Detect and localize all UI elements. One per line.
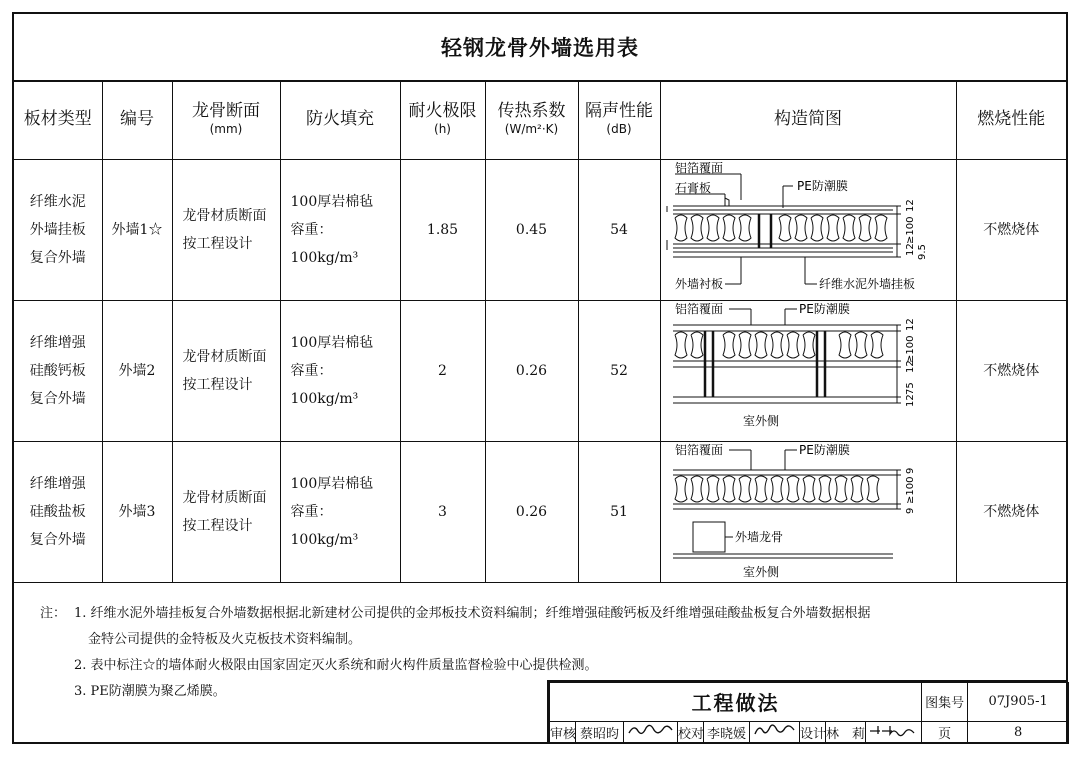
- sound-cell: 51: [578, 441, 660, 582]
- selection-table: [14, 80, 1066, 583]
- dim-label: 12: [904, 242, 916, 256]
- header-code: 编号: [102, 80, 172, 159]
- reviewer-signature: [624, 721, 678, 743]
- combustion-cell: 不燃烧体: [956, 159, 1066, 300]
- header-combustion: 燃烧性能: [956, 80, 1066, 159]
- heat-coef-cell: 0.45: [485, 159, 578, 300]
- fire-limit-cell: 1.85: [400, 159, 485, 300]
- checker-name: 李晓媛: [704, 721, 750, 743]
- fire-limit-cell: 3: [400, 441, 485, 582]
- header-sound: 隔声性能 (dB): [578, 80, 660, 159]
- header-row: [14, 80, 1066, 159]
- atlas-number: 07J905-1: [968, 683, 1069, 722]
- designer-signature: [866, 721, 922, 743]
- keel-section-cell: 龙骨材质断面 按工程设计: [172, 441, 280, 582]
- dim-label: ≥100: [904, 476, 916, 504]
- page-number: 8: [968, 721, 1069, 743]
- dim-label: 9.5: [916, 243, 928, 260]
- diagram-label: PE防潮膜: [798, 301, 850, 316]
- diagram-label: 室外侧: [742, 413, 779, 428]
- table-row: [14, 300, 1066, 441]
- sound-cell: 52: [578, 300, 660, 441]
- header-fire-fill: 防火填充: [280, 80, 400, 159]
- drawing-name: 工程做法: [550, 683, 922, 722]
- diagram-label: 石膏板: [674, 180, 711, 195]
- header-fire-limit: 耐火极限 (h): [400, 80, 485, 159]
- diagram-label: 铝箔覆面: [674, 160, 723, 175]
- wall-section-diagram: [660, 300, 956, 441]
- design-label: 设计: [800, 721, 826, 743]
- diagram-label: 外墙龙骨: [734, 529, 783, 544]
- table-row: [14, 159, 1066, 300]
- code-cell: 外墙3: [102, 441, 172, 582]
- board-type-cell: 纤维增强 硅酸盐板 复合外墙: [14, 441, 102, 582]
- wall-section-diagram: [660, 441, 956, 582]
- checker-signature: [750, 721, 800, 743]
- header-heat-coef: 传热系数 (W/m²·K): [485, 80, 578, 159]
- dim-label: ≥100: [904, 335, 916, 363]
- note-3: 3. PE防潮膜为聚乙烯膜。: [74, 684, 226, 699]
- code-cell: 外墙2: [102, 300, 172, 441]
- title-block: [547, 680, 1068, 744]
- fire-fill-cell: 100厚岩棉毡 容重：100kg/m³: [280, 300, 400, 441]
- table-title: 轻钢龙骨外墙选用表: [14, 14, 1066, 82]
- note-2: 2. 表中标注☆的墙体耐火极限由国家固定灭火系统和耐火构件质量监督检验中心提供检测。: [74, 658, 598, 673]
- designer-name: 林 莉: [826, 721, 866, 743]
- diagram-label: PE防潮膜: [798, 442, 850, 457]
- review-label: 审核: [550, 721, 576, 743]
- wall-section-diagram: [660, 159, 956, 300]
- diagram-label: PE防潮膜: [796, 178, 848, 193]
- heat-coef-cell: 0.26: [485, 441, 578, 582]
- dim-label: 12: [904, 317, 916, 331]
- board-type-cell: 纤维水泥 外墙挂板 复合外墙: [14, 159, 102, 300]
- note-1-cont: 金特公司提供的金特板及火克板技术资料编制。: [88, 632, 362, 647]
- check-label: 校对: [678, 721, 704, 743]
- fire-fill-cell: 100厚岩棉毡 容重：100kg/m³: [280, 159, 400, 300]
- dim-label: 12: [904, 198, 916, 212]
- combustion-cell: 不燃烧体: [956, 441, 1066, 582]
- atlas-label: 图集号: [922, 683, 968, 722]
- sound-cell: 54: [578, 159, 660, 300]
- dim-label: 12: [904, 393, 916, 407]
- dim-label: 9: [904, 467, 916, 474]
- diagram-label: 铝箔覆面: [674, 301, 723, 316]
- note-1: 1. 纤维水泥外墙挂板复合外墙数据根据北新建材公司提供的金邦板技术资料编制；纤维增强硅酸钙板及纤维增强硅酸盐板复合外墙数据根据: [74, 606, 871, 621]
- header-diagram: 构造简图: [660, 80, 956, 159]
- dim-label: 12: [904, 359, 916, 373]
- fire-limit-cell: 2: [400, 300, 485, 441]
- notes-prefix: 注：: [40, 606, 67, 621]
- dim-label: ≥100: [904, 216, 916, 244]
- page-label: 页: [922, 721, 968, 743]
- board-type-cell: 纤维增强 硅酸钙板 复合外墙: [14, 300, 102, 441]
- dim-label: 9: [904, 507, 916, 514]
- keel-section-cell: 龙骨材质断面 按工程设计: [172, 159, 280, 300]
- fire-fill-cell: 100厚岩棉毡 容重：100kg/m³: [280, 441, 400, 582]
- table-row: [14, 441, 1066, 582]
- header-board-type: 板材类型: [14, 80, 102, 159]
- diagram-label: 纤维水泥外墙挂板: [818, 276, 915, 291]
- header-keel-section: 龙骨断面 (mm): [172, 80, 280, 159]
- diagram-label: 铝箔覆面: [674, 442, 723, 457]
- diagram-label: 外墙衬板: [674, 276, 723, 291]
- diagram-label: 室外侧: [742, 564, 779, 579]
- keel-section-cell: 龙骨材质断面 按工程设计: [172, 300, 280, 441]
- drawing-frame: [12, 12, 1068, 744]
- reviewer-name: 蔡昭昀: [576, 721, 624, 743]
- code-cell: 外墙1☆: [102, 159, 172, 300]
- heat-coef-cell: 0.26: [485, 300, 578, 441]
- dim-label: 75: [904, 381, 916, 395]
- combustion-cell: 不燃烧体: [956, 300, 1066, 441]
